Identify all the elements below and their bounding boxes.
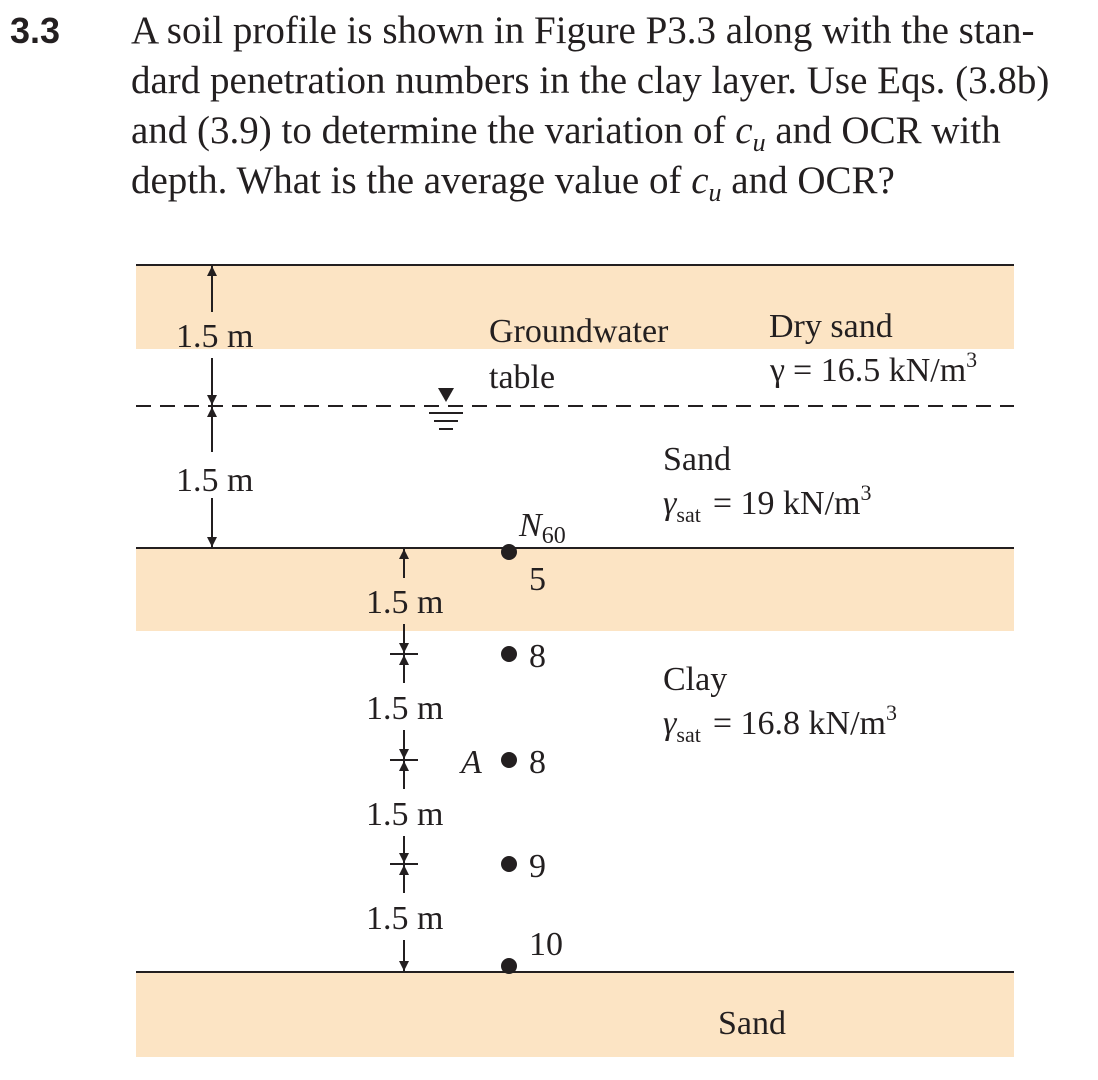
clay-dim-label-1: 1.5 m [366,584,444,621]
sand-label: Sand [663,441,731,478]
spt-point-2 [501,646,517,662]
n60-value-4: 9 [529,848,546,885]
n60-value-1: 5 [529,561,546,598]
symbol-cu: $c_u$ [691,159,722,207]
sand-unit-weight: $\gamma_{sat} = 19$ $kN/m^3$ [663,480,872,527]
n60-value-5: 10 [529,926,563,963]
bottom-sand-label: Sand [718,1005,786,1042]
spt-point-4 [501,856,517,872]
clay-dim-label-4: 1.5 m [366,900,444,937]
spt-point-3 [501,752,517,768]
dry-sand-label: Dry sand [769,308,893,345]
n60-value-3: 8 [529,744,546,781]
spt-point-5 [501,958,517,974]
gwt-label-line-2: table [489,359,556,396]
n60-value-2: 8 [529,638,546,675]
problem-line-2: dard penetration numbers in the clay layer. Use Eqs. (3.8b) [131,59,1050,102]
clay-unit-weight: $\gamma_{sat} = 16.8$ $kN/m^3$ [663,700,897,747]
clay-label: Clay [663,661,728,698]
problem-line-4: depth. What is the average value of $c_u$ and OCR? [131,159,895,207]
gwt-label-line-1: Groundwater [489,313,669,350]
dry-sand-unit-weight: γ = 16.5 $kN/m^3$ [770,347,978,389]
clay-dim-label-3: 1.5 m [366,796,444,833]
problem-line-1: A soil profile is shown in Figure P3.3 along with the stan- [131,9,1035,52]
problem-line-3: and (3.9) to determine the variation of $c_u$ and OCR with [131,109,1001,157]
clay-top-band [136,548,1014,631]
problem-number: 3.3 [10,10,61,51]
symbol-cu: $c_u$ [735,109,766,157]
dim-label-top-1: 1.5 m [176,318,254,355]
spt-point-1 [501,544,517,560]
dim-label-top-2: 1.5 m [176,462,254,499]
n60-label: $N_{60}$ [519,507,566,549]
bottom-sand-layer [136,972,1014,1057]
clay-dim-label-2: 1.5 m [366,690,444,727]
groundwater-table-icon [429,388,463,429]
point-a-label: A [461,744,482,781]
